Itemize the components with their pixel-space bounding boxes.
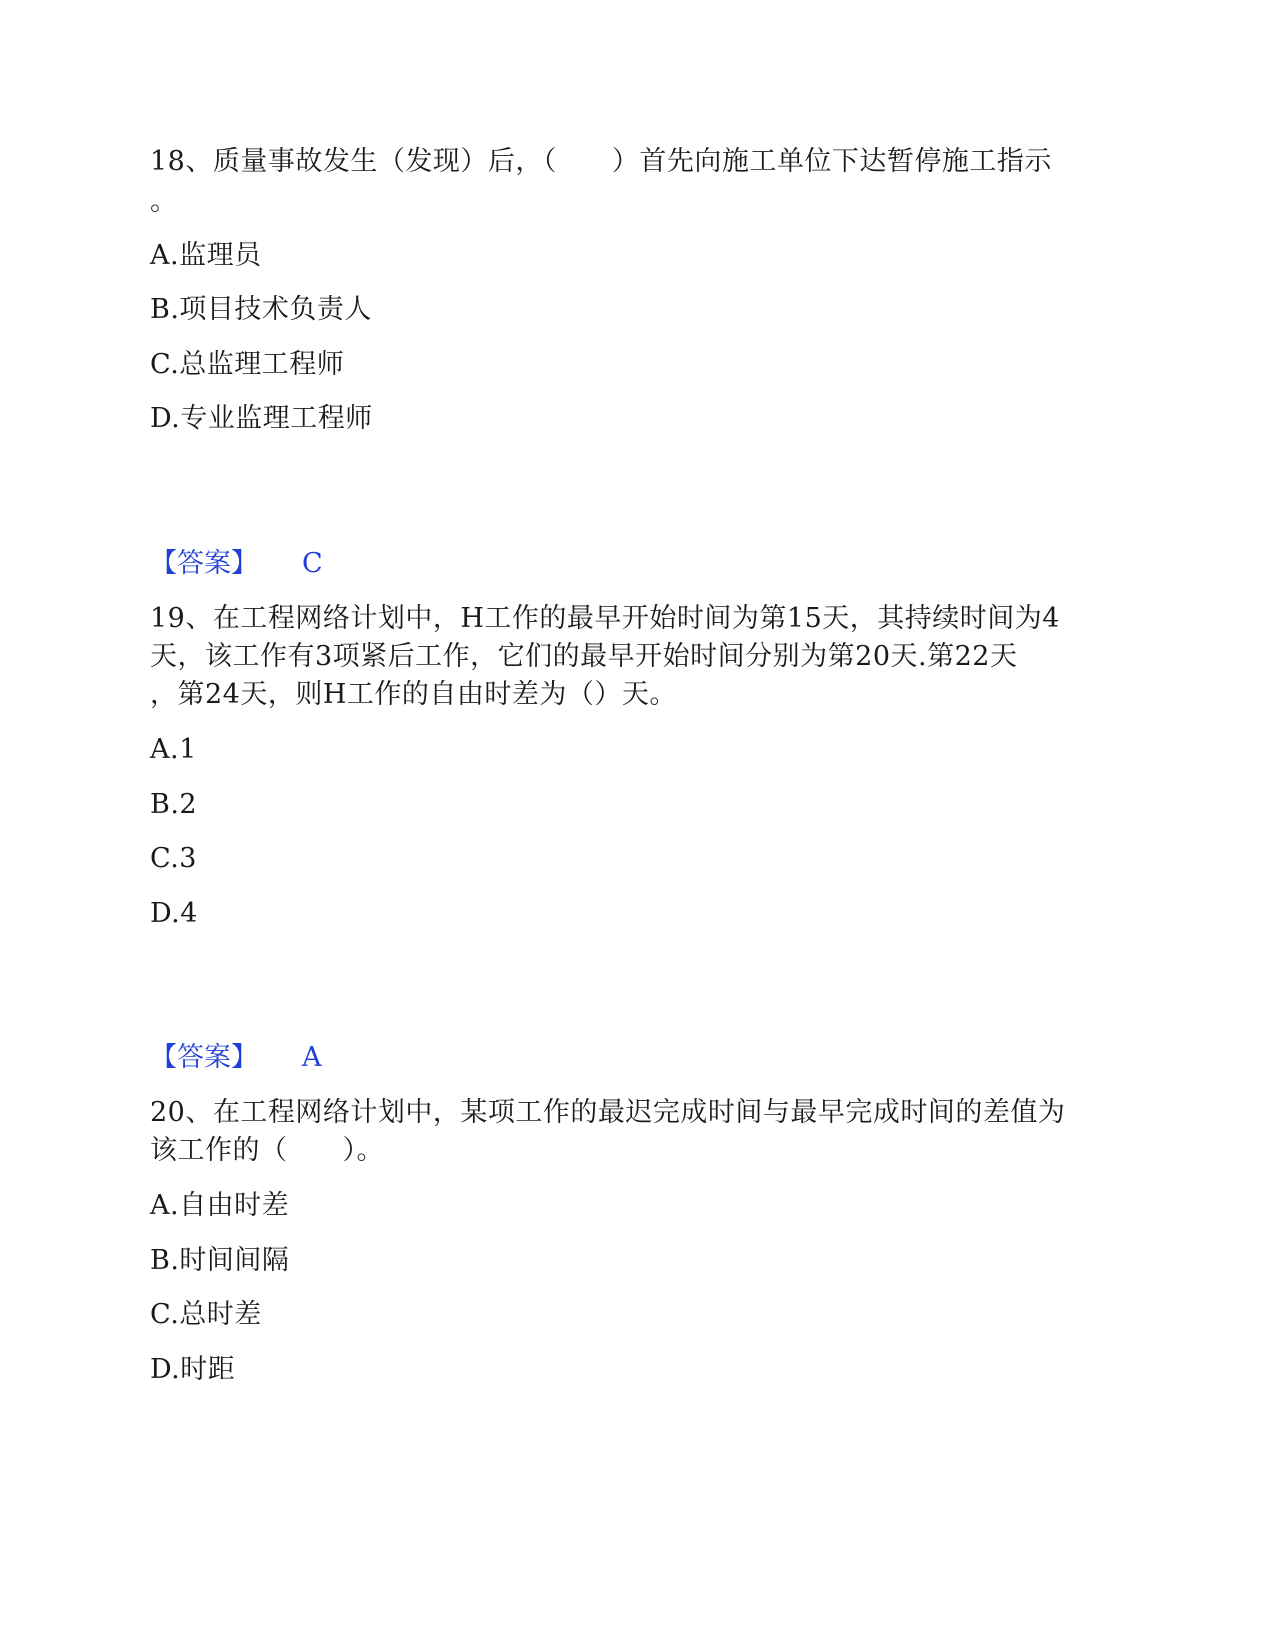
- q19-option-b: B.2: [150, 789, 198, 820]
- q18-option-c: C.总监理工程师: [150, 349, 345, 380]
- q18-stem-line-1: 18、质量事故发生（发现）后，（ ）首先向施工单位下达暂停施工指示: [150, 146, 1052, 177]
- q18-option-a: A.监理员: [150, 240, 262, 271]
- q20-option-b: B.时间间隔: [150, 1245, 290, 1276]
- answer-label: 【答案】: [150, 548, 258, 579]
- q19-stem-line-1: 19、在工程网络计划中，H工作的最早开始时间为第15天，其持续时间为4: [150, 603, 1060, 634]
- q20-option-c: C.总时差: [150, 1299, 262, 1330]
- q18-option-d: D.专业监理工程师: [150, 403, 373, 434]
- q19-option-d: D.4: [150, 898, 198, 929]
- q19-stem-line-3: ，第24天，则H工作的自由时差为（）天。: [150, 679, 677, 710]
- q19-option-a: A.1: [150, 734, 197, 765]
- q20-option-d: D.时距: [150, 1354, 236, 1385]
- answer-value: C: [302, 548, 323, 579]
- q18-answer: [150, 545, 323, 583]
- q20-stem-line-2: 该工作的（ ）。: [150, 1135, 384, 1166]
- answer-value: A: [302, 1042, 322, 1073]
- q20-stem-line-1: 20、在工程网络计划中，某项工作的最迟完成时间与最早完成时间的差值为: [150, 1097, 1066, 1128]
- answer-label: 【答案】: [150, 1042, 258, 1073]
- q19-option-c: C.3: [150, 843, 197, 874]
- q20-option-a: A.自由时差: [150, 1190, 290, 1221]
- q18-stem-line-2: 。: [150, 186, 178, 217]
- q18-option-b: B.项目技术负责人: [150, 294, 372, 325]
- q19-stem-line-2: 天，该工作有3项紧后工作，它们的最早开始时间分别为第20天.第22天: [150, 641, 1018, 672]
- q19-answer: [150, 1039, 322, 1077]
